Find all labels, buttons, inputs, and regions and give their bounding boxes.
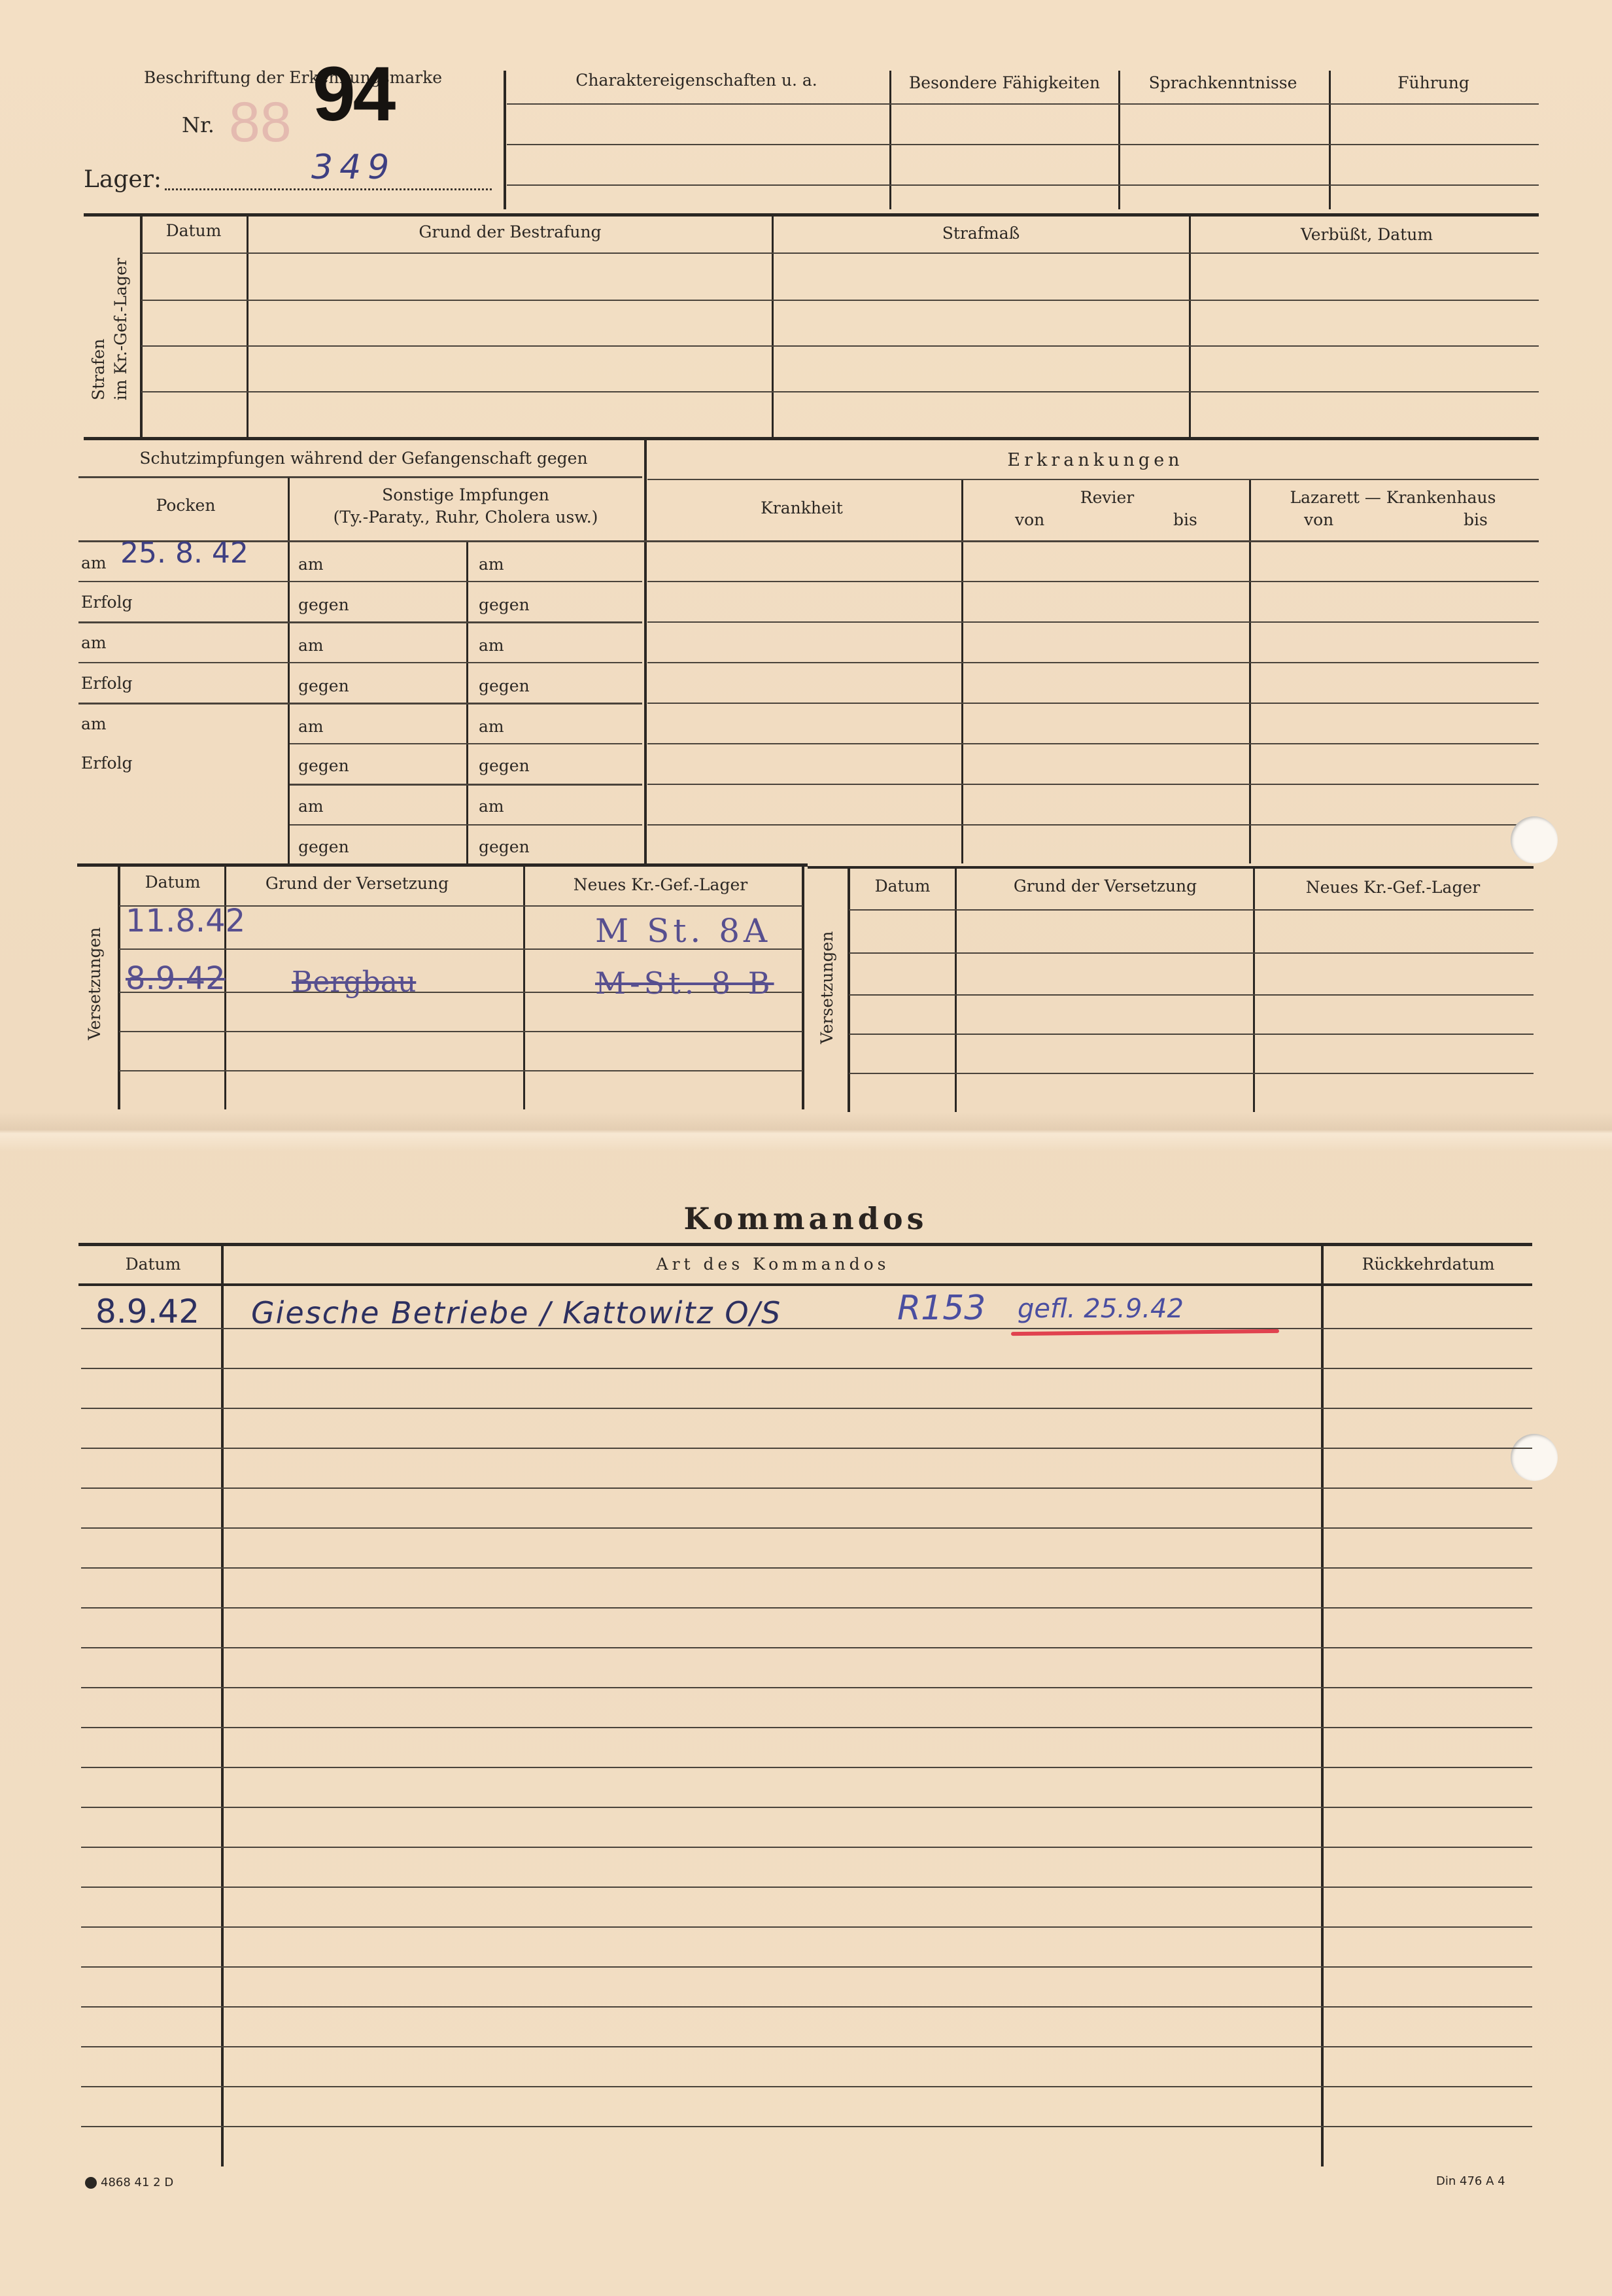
- impfungen-title: Schutzimpfungen während der Gefangenschaft gegen: [139, 449, 588, 468]
- rule: [955, 869, 957, 1112]
- col-faehigkeiten: Besondere Fähigkeiten: [908, 73, 1101, 92]
- vers-row2-lager: M-St. 8 B: [595, 965, 774, 1001]
- kommando-row1-datum: 8.9.42: [95, 1293, 200, 1331]
- kommandos-rule: [81, 1887, 1532, 1888]
- rule: [290, 824, 642, 826]
- pocken-date-1: 25. 8. 42: [120, 536, 249, 570]
- lager-dotted-line: [165, 188, 492, 190]
- strafen-col-verbuesst: Verbüßt, Datum: [1300, 225, 1433, 244]
- kommandos-col-datum: Datum: [125, 1255, 181, 1274]
- sonstige-gegen-2b: gegen: [479, 676, 530, 695]
- rule: [507, 184, 1539, 186]
- kommandos-col-rueckkehr: Rückkehrdatum: [1362, 1255, 1495, 1274]
- rule: [119, 1070, 802, 1071]
- vers-right-col-lager: Neues Kr.-Gef.-Lager: [1305, 878, 1481, 897]
- strafen-col-strafmass: Strafmaß: [942, 224, 1020, 243]
- versetzungen-side-label-right: Versetzungen: [817, 931, 836, 1044]
- rule: [772, 216, 774, 438]
- kommandos-rule: [81, 2046, 1532, 2047]
- vers-row2-grund: Bergbau: [292, 965, 417, 999]
- rule: [848, 869, 850, 1112]
- kommandos-rule: [81, 1727, 1532, 1728]
- rule: [119, 1031, 802, 1032]
- overwritten-nr: 88: [229, 91, 292, 154]
- rule: [1189, 216, 1191, 438]
- rule: [647, 824, 1539, 826]
- rule: [849, 1034, 1534, 1035]
- pocken-am-3: am: [81, 714, 107, 733]
- rule: [1329, 71, 1331, 209]
- rule: [466, 540, 468, 863]
- vers-row2-datum: 8.9.42: [126, 960, 226, 997]
- footer-left-text: 4868 41 2 D: [101, 2176, 174, 2189]
- vers-right-col-grund: Grund der Versetzung: [1013, 877, 1197, 896]
- pocken-erfolg-1: Erfolg: [81, 593, 133, 612]
- kommandos-rule: [81, 1807, 1532, 1808]
- kommandos-rule: [81, 1567, 1532, 1569]
- rule: [78, 662, 642, 663]
- col-charakter: Charaktereigenschaften u. a.: [575, 71, 817, 90]
- rule: [141, 345, 1539, 347]
- kommandos-rule: [81, 1408, 1532, 1409]
- vers-left-col-lager: Neues Kr.-Gef.-Lager: [573, 875, 748, 894]
- rule: [247, 216, 249, 438]
- label-nr: Nr.: [182, 113, 214, 137]
- vers-right-col-datum: Datum: [874, 877, 931, 896]
- kommandos-rule: [81, 1847, 1532, 1848]
- col-pocken: Pocken: [156, 496, 216, 515]
- kommandos-col-art: Art des Kommandos: [656, 1255, 890, 1274]
- kommandos-rule: [81, 1368, 1532, 1369]
- rule: [647, 621, 1539, 623]
- col-fuehrung: Führung: [1398, 73, 1469, 92]
- rule: [961, 480, 963, 863]
- strafen-col-grund: Grund der Bestrafung: [419, 222, 602, 241]
- sonstige-am-2a: am: [298, 636, 324, 655]
- rule: [84, 437, 1539, 440]
- col-sprachkenntnisse: Sprachkenntnisse: [1148, 73, 1297, 92]
- rule: [221, 1245, 224, 2166]
- kommandos-rule: [81, 1767, 1532, 1768]
- rule: [78, 581, 642, 582]
- sonstige-gegen-4b: gegen: [479, 837, 530, 856]
- rule: [507, 144, 1539, 145]
- kommandos-rule: [81, 1687, 1532, 1688]
- label-lager: Lager:: [84, 166, 162, 193]
- strafen-side-label-2: im Kr.-Gef.-Lager: [111, 258, 130, 400]
- rule: [523, 866, 525, 1109]
- nr-stamp-value: 94: [313, 51, 394, 137]
- kommandos-rule: [81, 1966, 1532, 1968]
- rule: [849, 994, 1534, 996]
- kommandos-rule: [81, 1607, 1532, 1609]
- rule: [647, 703, 1539, 704]
- pocken-am-1: am: [81, 553, 107, 572]
- rule: [849, 909, 1534, 911]
- vers-row1-lager: M St. 8A: [595, 912, 772, 950]
- lager-value: 349: [311, 148, 396, 187]
- col-krankheit: Krankheit: [761, 498, 843, 517]
- paper-fold: [0, 1112, 1612, 1151]
- rule: [141, 391, 1539, 392]
- sonstige-am-2b: am: [479, 636, 504, 655]
- rule: [849, 952, 1534, 954]
- strafen-col-datum: Datum: [165, 221, 222, 240]
- revier-von: von: [1015, 510, 1045, 529]
- rule: [77, 863, 808, 867]
- punch-hole-lower: [1511, 1434, 1558, 1481]
- kommandos-rule: [81, 1926, 1532, 1928]
- label-beschriftung: Beschriftung der Erkennungsmarke: [144, 68, 443, 87]
- erkrankungen-title: Erkrankungen: [1007, 450, 1184, 470]
- col-revier: Revier: [1080, 488, 1135, 507]
- pocken-erfolg-3: Erfolg: [81, 754, 133, 773]
- rule: [78, 540, 1539, 542]
- sonstige-am-3a: am: [298, 717, 324, 736]
- sonstige-am-1b: am: [479, 555, 504, 574]
- rule: [141, 300, 1539, 301]
- rule: [78, 703, 642, 704]
- vers-left-col-grund: Grund der Versetzung: [265, 874, 449, 893]
- rule: [288, 478, 290, 863]
- kommandos-rule: [81, 2006, 1532, 2008]
- red-underline: [1011, 1329, 1279, 1336]
- col-sonstige-sub: (Ty.-Paraty., Ruhr, Cholera usw.): [333, 508, 598, 527]
- rule: [647, 743, 1539, 744]
- vers-row1-datum: 11.8.42: [126, 903, 246, 939]
- sonstige-am-3b: am: [479, 717, 504, 736]
- rule: [78, 1243, 1532, 1246]
- kommandos-rule: [81, 1647, 1532, 1648]
- rule: [1249, 480, 1251, 863]
- kommandos-rule: [81, 1487, 1532, 1489]
- rule: [647, 581, 1539, 582]
- kommandos-rule: [81, 1527, 1532, 1529]
- vers-left-col-datum: Datum: [145, 873, 201, 892]
- sonstige-gegen-2a: gegen: [298, 676, 349, 695]
- lazarett-bis: bis: [1464, 510, 1488, 529]
- punch-hole-upper: [1511, 816, 1558, 863]
- pocken-am-2: am: [81, 633, 107, 652]
- sonstige-gegen-3b: gegen: [479, 756, 530, 775]
- rule: [78, 621, 642, 623]
- col-lazarett: Lazarett — Krankenhaus: [1290, 488, 1496, 507]
- rule: [647, 662, 1539, 663]
- rule: [290, 784, 642, 786]
- rule: [507, 103, 1539, 105]
- kommandos-rule: [81, 2126, 1532, 2127]
- revier-bis: bis: [1173, 510, 1197, 529]
- rule: [647, 784, 1539, 785]
- kommando-row1-code: R153: [897, 1289, 986, 1328]
- kommandos-title: Kommandos: [683, 1201, 928, 1236]
- sonstige-am-4a: am: [298, 797, 324, 816]
- rule: [78, 476, 642, 478]
- footer-right: Din 476 A 4: [1436, 2174, 1505, 2188]
- rule: [1118, 71, 1120, 209]
- footer-left: [85, 2176, 173, 2189]
- rule: [504, 71, 506, 209]
- sonstige-am-4b: am: [479, 797, 504, 816]
- sonstige-gegen-4a: gegen: [298, 837, 349, 856]
- pocken-erfolg-2: Erfolg: [81, 674, 133, 693]
- footer-emblem-icon: [85, 2177, 97, 2189]
- rule: [140, 216, 143, 438]
- kommando-row1-art: Giesche Betriebe / Kattowitz O/S: [251, 1295, 782, 1331]
- versetzungen-side-label-left: Versetzungen: [85, 927, 104, 1040]
- rule: [118, 866, 120, 1109]
- lazarett-von: von: [1304, 510, 1334, 529]
- sonstige-am-1a: am: [298, 555, 324, 574]
- rule: [1253, 869, 1255, 1112]
- rule: [849, 1073, 1534, 1074]
- rule: [808, 866, 1534, 869]
- rule: [644, 440, 647, 863]
- sonstige-gegen-1b: gegen: [479, 595, 530, 614]
- rule: [141, 252, 1539, 254]
- kommandos-rule: [81, 2086, 1532, 2087]
- rule: [290, 743, 642, 744]
- rule: [1321, 1245, 1324, 2166]
- rule: [84, 213, 1539, 217]
- kommando-row1-note: gefl. 25.9.42: [1018, 1294, 1184, 1324]
- sonstige-gegen-3a: gegen: [298, 756, 349, 775]
- rule: [78, 1283, 1532, 1286]
- rule: [647, 479, 1539, 480]
- col-sonstige: Sonstige Impfungen: [382, 485, 549, 504]
- rule: [889, 71, 891, 209]
- kommandos-rule: [81, 1448, 1532, 1449]
- strafen-side-label-1: Strafen: [89, 338, 108, 400]
- rule: [802, 866, 804, 1109]
- sonstige-gegen-1a: gegen: [298, 595, 349, 614]
